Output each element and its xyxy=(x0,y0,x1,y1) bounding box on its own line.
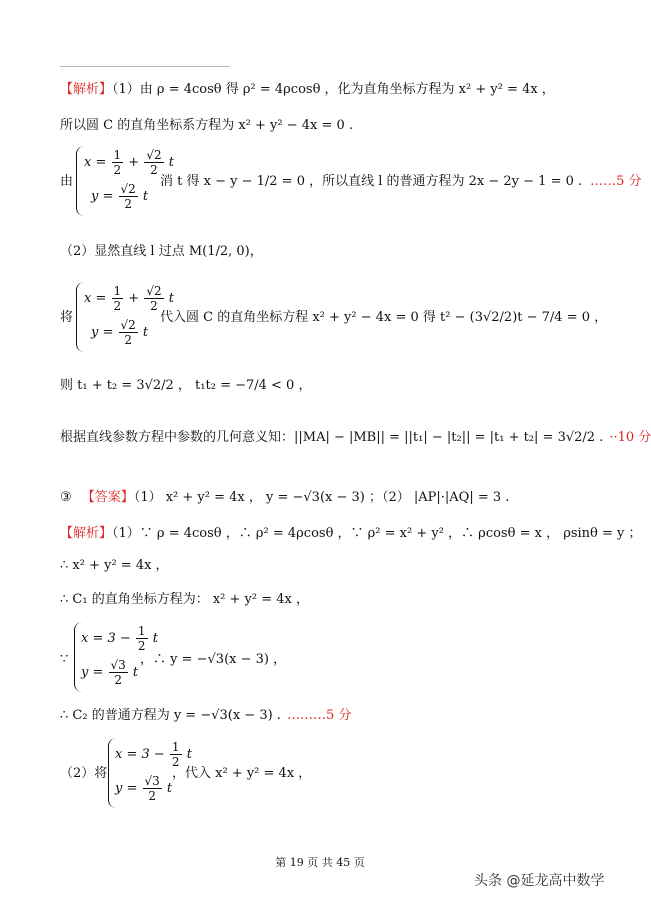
system-1-row-y: y = $\frac{√2}{2}$ t xyxy=(91,182,149,211)
problem-number: ③ xyxy=(60,490,72,505)
solution-b-line-6: ，代入 x² + y² = 4x ， xyxy=(172,766,312,781)
param-system-2 xyxy=(76,282,174,352)
score-10: ··10 分 xyxy=(609,430,651,445)
answer-text: （1） x² + y² = 4x ， y = −√3(x − 3) ；（2） |AP|·|AQ| = 3 . xyxy=(133,490,510,505)
b-line-1-text: （1）∵ ρ = 4cosθ ，∴ ρ² = 4ρcosθ ，∵ ρ² = x² + y² ，∴ ρcosθ = x ， ρsinθ = y ； xyxy=(112,526,642,541)
because-label: ∵ xyxy=(60,652,69,667)
solution-line-3: 消 t 得 x − y − 1/2 = 0 ，所以直线 l 的普通方程为 2x − 2y − 1 = 0 . ……5 分 xyxy=(160,174,642,189)
score-5: ……5 分 xyxy=(590,174,642,189)
solution-b-line-3: ∴ C₁ 的直角坐标方程为： x² + y² = 4x ， xyxy=(60,592,309,607)
top-divider xyxy=(60,66,230,67)
score-5b: ………5 分 xyxy=(286,708,352,723)
solution-b-line-5: ∴ C₂ 的普通方程为 y = −√3(x − 3) . ………5 分 xyxy=(60,708,352,723)
param-system-3 xyxy=(74,622,158,692)
jiang-label-2: （2）将 xyxy=(60,766,108,781)
watermark: 头条 @延龙高中数学 xyxy=(474,873,605,889)
you-label: 由 xyxy=(60,174,74,189)
solution-line-6: 则 t₁ + t₂ = 3√2/2 ， t₁t₂ = −7/4 < 0 ， xyxy=(60,378,312,393)
solution-b-line-2: ∴ x² + y² = 4x ， xyxy=(60,558,169,573)
daan-label: 【答案】 xyxy=(81,490,134,505)
solution-line-5: 代入圆 C 的直角坐标方程 x² + y² − 4x = 0 得 t² − (3√2/2)t − 7/4 = 0 ， xyxy=(160,310,608,325)
solution-line-2: 所以圆 C 的直角坐标系方程为 x² + y² − 4x = 0 . xyxy=(60,118,354,133)
answer-line xyxy=(60,488,509,508)
solution-b-line-4: ，∴ y = −√3(x − 3) ， xyxy=(140,652,287,667)
solution-line-7: 根据直线参数方程中参数的几何意义知：||MA| − |MB|| = ||t₁| − |t₂|| = |t₁ + t₂| = 3√2/2 . ··10 分 xyxy=(60,430,651,445)
jiang-label: 将 xyxy=(60,310,74,325)
system-2-row-x: x = $\frac{1}{2}$ + $\frac{√2}{2}$ t xyxy=(84,284,174,313)
solution-line-1 xyxy=(60,80,555,100)
solution-line-4: （2）显然直线 l 过点 M(1/2, 0)， xyxy=(60,244,263,259)
system-1-row-x: x = $\frac{1}{2}$ + $\frac{√2}{2}$ t xyxy=(84,148,174,177)
system-3-row-y: y = $\frac{√3}{2}$ t xyxy=(81,658,139,687)
jiexi-label-2: 【解析】 xyxy=(60,526,113,541)
system-2-row-y: y = $\frac{√2}{2}$ t xyxy=(91,318,149,347)
param-system-4 xyxy=(108,738,192,808)
line-1-text: （1）由 ρ = 4cosθ 得 ρ² = 4ρcosθ ，化为直角坐标方程为 x² + y² = 4x ， xyxy=(112,82,555,97)
page-footer: 第 19 页 共 45 页 xyxy=(275,856,365,869)
system-4-row-x: x = 3 − $\frac{1}{2}$ t xyxy=(115,740,192,769)
system-3-row-x: x = 3 − $\frac{1}{2}$ t xyxy=(81,624,158,653)
system-4-row-y: y = $\frac{√3}{2}$ t xyxy=(115,774,173,803)
solution-b-line-1 xyxy=(60,524,642,544)
jiexi-label: 【解析】 xyxy=(60,82,113,97)
param-system-1 xyxy=(76,146,174,216)
